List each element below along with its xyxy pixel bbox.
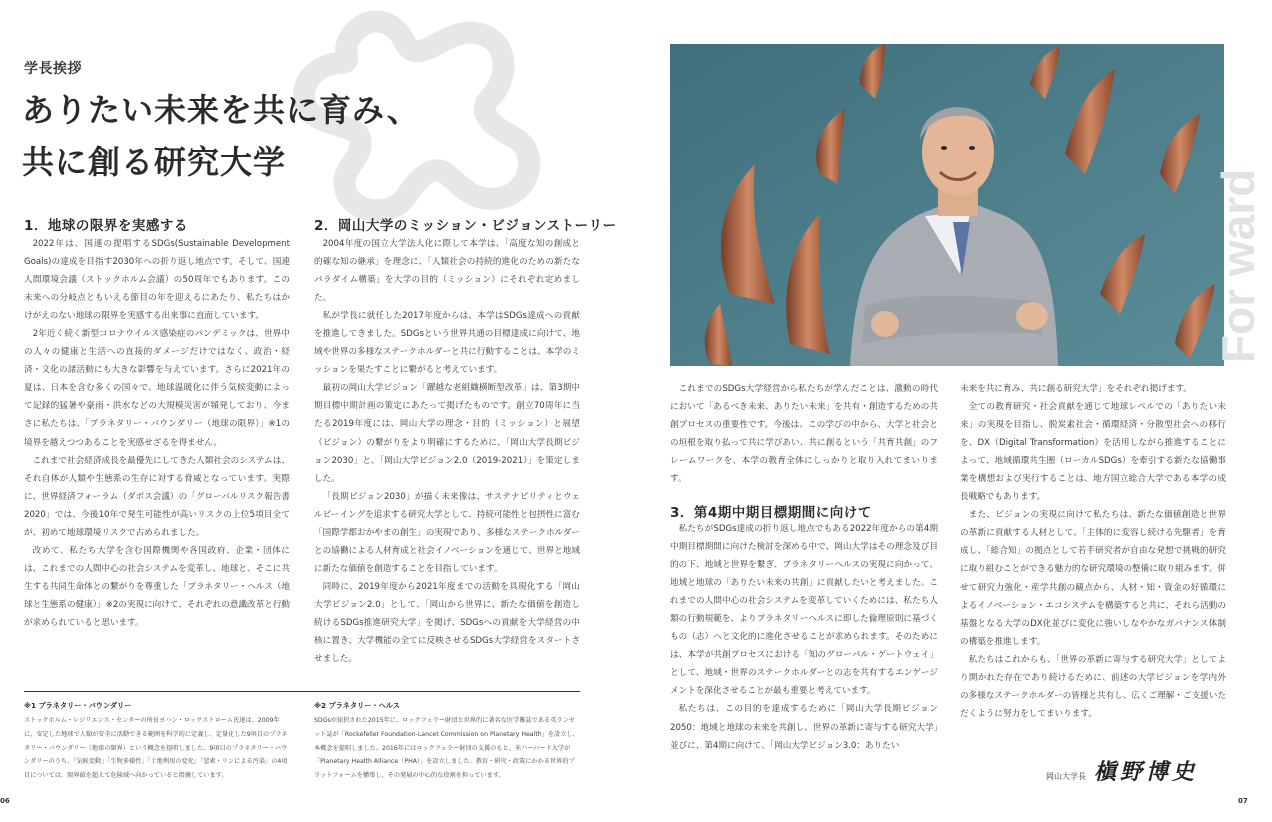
body-paragraph: 私たちはこれからも、「世界の革新に寄与する研究大学」としてより開かれた存在であり続けるために、前述の大学ビジョンを学内外の多様なステークホルダーの皆様と共有し、広くご理解・ご支援いただくように努力をしてまいります。	[960, 654, 1226, 719]
body-paragraph: これまで社会経済成長を最優先にしてきた人類社会のシステムは、それ自体が人類や生態系の生存に対する脅威となっています。実際に、世界経済フォーラム（ダボス会議）の「グローバルリスク報告書2020」では、今後10年で発生可能性が高いリスクの上位5項目全てが、初めて地球環境リスクで占められました。	[24, 455, 290, 538]
page-number-left: 06	[0, 797, 10, 805]
president-photo	[670, 44, 1224, 366]
body-paragraph: また、ビジョンの実現に向けて私たちは、新たな価値創造と世界の革新に貢献する人材として、「主体的に変容し続ける先駆者」を育成し、「総合知」の拠点として若手研究者が自由な発想で挑戦的研究に取り組むことができる魅力的な研究環境の整備に取り組みます。併せて研究力強化・産学共創の観点から、人材・知・資金の好循環によるイノベーション・エコシステムを構築すると共に、それら活動の基盤となる大学のDX化並びに変化に強いしなやかなガバナンス体制の構築を推進します。	[960, 510, 1226, 647]
section-3-title: 3．第4期中期目標期間に向けて	[670, 505, 872, 521]
footnote-divider	[24, 691, 580, 692]
president-portrait-illustration	[670, 44, 1224, 366]
headline-line-2: 共に創る研究大学	[22, 143, 287, 181]
footnote-1-text: ストックホルム・レジリエンス・センターの所長ヨハン・ロックストローム氏達は、2009年に、安定した地球で人類が安全に活動できる範囲を科学的に定義し、定量化した9項目のプラネタリー・バウンダリー（地球の限界）という概念を提唱しました。9項目のプラネタリー・バウンダリーのうち、「気候変動」「生物多様性」「土地利用の変化」「窒素・リンによる汚染」の4項目については、限界値を超えて危険域へ向かっていると指摘しています。	[24, 717, 288, 780]
section-2-body	[314, 235, 580, 668]
footnote-2-title: ※2 プラネタリー・ヘルス	[314, 701, 400, 710]
body-paragraph: 「長期ビジョン2030」が描く未来像は、サステナビリティとウェルビーイングを追求する研究大学として、持続可能性と包摂性に富む「国際学都おかやまの創生」の実現であり、多様なステークホルダーとの協働による人材育成と社会イノベーションを通じて、世界と地域に新たな価値を創造することを目指しています。	[314, 491, 580, 574]
signature-name: 槇野博史	[1094, 759, 1199, 785]
body-paragraph: これまでのSDGs大学経営から私たちが学んだことは、激動の時代において「あるべき未来、ありたい未来」を共有・創造するための共創プロセスの重要性です。今後は、この学びの中から、大学と社会との垣根を取り払って共に学びあい、共に創るという「共育共創」のフレームワークを、本学の教育全体にしっかりと取り入れてまいります。	[670, 384, 938, 485]
footnote-1-title: ※1 プラネタリー・バウンダリー	[24, 701, 132, 710]
page-headline	[22, 84, 420, 188]
section-1-body	[24, 235, 290, 632]
section-1-title: 1．地球の限界を実感する	[24, 218, 188, 234]
section-3-body	[670, 520, 938, 755]
right-col-2	[960, 380, 1226, 723]
body-paragraph: 同時に、2019年度から2021年度までの活動を具現化する「岡山大学ビジョン2.0」として、「岡山から世界に、新たな価値を創造し続けるSDGs推進研究大学」を掲げ、SDGsへの貢献を大学経営の中核に置き、大学機能の全てに反映させるSDGs大学経営をスタートさせました。	[314, 581, 580, 665]
body-paragraph: 2004年度の国立大学法人化に際して本学は、「高度な知の創成と的確な知の継承」を理念に、「人類社会の持続的進化のための新たなパラダイム構築」を大学の目的（ミッション）にそれぞれ定めました。	[314, 239, 580, 304]
body-paragraph: 私たちは、この目的を達成するために「岡山大学長期ビジョン2050：地域と地球の未来を共創し、世界の革新に寄与する研究大学」並びに、第4期に向けて、「岡山大学ビジョン3.0：ありたい	[670, 704, 938, 751]
headline-line-1: ありたい未来を共に育み、	[22, 91, 420, 129]
body-paragraph: 2022年は、国連の提唱するSDGs(Sustainable Development Goals)の達成を目指す2030年への折り返し地点です。そして、国連人間環境会議（ストックホルム会議）の50周年でもあります。この未来への分岐点ともいえる節目の年を迎えるにあたり、私たちはかけがえのない地球の限界を実感する出来事に直面しています。	[24, 239, 290, 322]
footnote-1	[24, 699, 292, 783]
right-col-1	[670, 380, 938, 488]
right-page	[636, 0, 1272, 822]
body-paragraph: 2年近く続く新型コロナウイルス感染症のパンデミックは、世界中の人々の健康と生活への直接的ダメージだけではなく、政治・経済・文化の諸活動にも大きな影響を与えています。さらに2021年の夏は、日本を含む多くの国々で、地球温暖化に伴う気候変動によって記録的猛暑や豪雨・洪水などの大規模災害が頻発しており、今まさに私たちは、「プラネタリー・バウンダリー（地球の限界）」※1の境界を越えつつあることを実感せざるを得ません。	[24, 329, 290, 448]
body-paragraph: 未来を共に育み、共に創る研究大学」をそれぞれ掲げます。	[960, 384, 1192, 394]
body-paragraph: 改めて、私たち大学を含む国際機関や各国政府、企業・団体には、これまでの人間中心の社会システムを変革し、地球と、そこに共生する共同生命体との繋がりを尊重した「プラネタリー・ヘルス（地球と生態系の健康）」※2の実現に向けて、それぞれの意識改革と行動が求められていると思います。	[24, 545, 291, 628]
forward-vertical-text	[1212, 8, 1264, 368]
signature-role: 岡山大学長	[1046, 772, 1086, 781]
body-paragraph: 全ての教育研究・社会貢献を通じて地球レベルでの「ありたい未来」の実現を目指し、脱炭素社会・循環経済・分散型社会への移行を、DX（Digital Transformation）を活用しながら推進することによって、地域循環共生圏（ローカルSDGs）を牽引する新たな協働事業を構想および実行することは、地方国立総合大学である本学の成長戦略でもあります。	[960, 402, 1226, 503]
body-paragraph: 私たちがSDGs達成の折り返し地点でもある2022年度からの第4期中期目標期間に向けた検討を深める中で、岡山大学はその理念及び目的の下、地域と世界を繋ぎ、プラネタリーヘルスの実現に向かって、地域と地球の「ありたい未来の共創」に貢献したいと考えました。これまでの人間中心の社会システムを変革していくためには、私たち人類の行動規範を、よりプラネタリーヘルスに即した倫理原則に基づくもの（志）へと文化的に進化させることが求められます。そのためには、本学が共創プロセスにおける「知のグローバル・ゲートウェイ」として、地域・世界のステークホルダーとの志を共有するエンゲージメントを深化させることが最も重要と考えています。	[670, 524, 938, 697]
section-eyebrow: 学長挨拶	[24, 61, 82, 77]
footnote-2	[314, 699, 580, 783]
page-number-right: 07	[1238, 797, 1248, 805]
body-paragraph: 私が学長に就任した2017年度からは、本学はSDGs達成への貢献を推進してきました。SDGsという世界共通の目標達成に向けて、地域や世界の多様なステークホルダーと共に行動することは、本学のミッションを果たすことに繋がると考えています。	[314, 311, 580, 376]
president-signature	[1046, 755, 1198, 786]
forward-text-glyphs: For ward	[1212, 168, 1264, 363]
section-2-title: 2．岡山大学のミッション・ビジョンストーリー	[314, 218, 617, 234]
body-paragraph: 最初の岡山大学ビジョン「躍越な老組織横断型改革」は、第3期中期目標中期計画の策定にあたって掲げたものです。創立70周年に当たる2019年度には、岡山大学の理念・目的（ミッション）と展望（ビジョン）の繋がりをより明確にするために、「岡山大学長期ビジョン2030」と、「岡山大学ビジョン2.0（2019-2021）」を策定しました。	[314, 383, 580, 484]
footnote-2-text: SDGsが採択された2015年に、ロックフェラー財団と世界的に著名な医学雑誌である英ランセット誌が「Rockefeller Foundation-Lancet Commission on Planetary Health」を設立し、本概念を提唱しました。2016年にはロックフェラー財団の支援のもと、米ハーバード大学が「Planetary Health Alliance（PHA）」を設立しました。教育・研究・政策にかかる世界的プラットフォームを構築し、その発展の中心的な役割を担っています。	[314, 717, 579, 780]
